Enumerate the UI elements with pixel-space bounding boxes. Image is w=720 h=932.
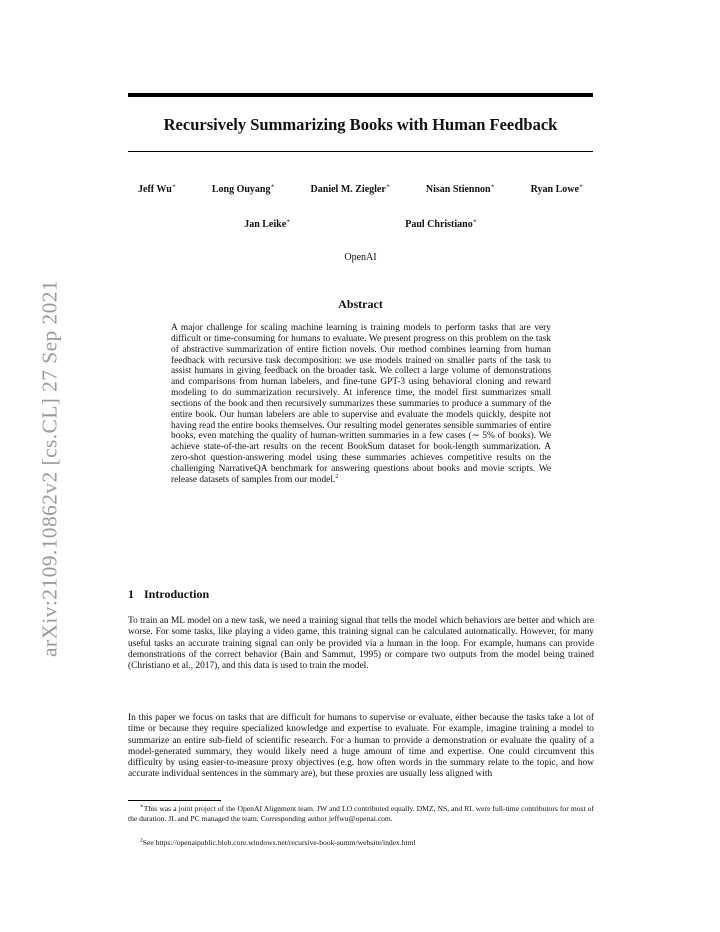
- title-bottom-rule: [128, 151, 593, 152]
- body-paragraph: To train an ML model on a new task, we need a training signal that tells the model which behaviors are better and which are worse. For some tasks, like playing a video game, this training signal can be calculated automatically. However, for many useful tasks an accurate training signal can only be provided via a human in the loop. For example, humans can provide demonstrations of the correct behavior (Bain and Sammut, 1995) or compare two outputs from the model being trained (Christiano et al., 2017), and this data is used to train the model.: [128, 616, 594, 672]
- author: Jan Leike∗: [244, 218, 291, 230]
- footnote: $^2$See https://openaipublic.blob.core.windows.net/recursive-book-summ/website/index.html: [140, 837, 416, 847]
- title-top-rule: [128, 93, 593, 97]
- abstract-text: A major challenge for scaling machine learning is training models to perform tasks that are very difficult or time-consuming for humans to evaluate. We present progress on this problem on the task of abstractive summarization of entire fiction novels. Our method combines learning from human feedback with recursive task decomposition: we use models trained on smaller parts of the task to assist humans in giving feedback on the broader task. We collect a large volume of demonstrations and comparisons from human labelers, and fine-tune GPT-3 using behavioral cloning and reward modeling to do summarization recursively. At inference time, the model first summarizes small sections of the book and then recursively summarizes these summaries to produce a summary of the entire book. Our human labelers are able to supervise and evaluate the models quickly, despite not having read the entire books themselves. Our resulting model generates sensible summaries of entire books, even matching the quality of human-written summaries in a few cases (∼ 5% of books). We achieve state-of-the-art results on the recent BookSum dataset for book-length summarization. A zero-shot question-answering model using these summaries achieves competitive results on the challenging NarrativeQA benchmark for answering questions about books and movie scripts. We release datasets of samples from our model.$^2$: [171, 323, 551, 485]
- affiliation: OpenAI: [344, 252, 377, 263]
- footnote-marker: 2: [335, 473, 339, 480]
- section-heading-introduction: 1 Introduction: [128, 587, 210, 601]
- footnote-divider: [128, 800, 221, 801]
- arxiv-identifier: arXiv:2109.10862v2 [cs.CL] 27 Sep 2021: [37, 279, 62, 658]
- author: Jeff Wu∗: [138, 183, 176, 195]
- author: Daniel M. Ziegler∗: [310, 183, 390, 195]
- footnote: ∗This was a joint project of the OpenAI Alignment team. JW and LO contributed equally. DMZ, NS, and RL were full-time contributors for most of the duration. JL and PC managed the team. Corresponding author jeffwu@openai.com.: [128, 803, 594, 823]
- body-paragraph: In this paper we focus on tasks that are difficult for humans to supervise or evaluate, either because the tasks take a lot of time or because they require specialized knowledge and expertise to evaluate. For example, imagine training a model to summarize an entire sub-field of scientific research. For a human to provide a demonstration or evaluate the quality of a model-generated summary, they would likely need a huge amount of time and expertise. One could circumvent this difficulty by using easier-to-measure proxy objectives (e.g. how often words in the summary relate to the topic, and how accurate individual sentences in the summary are), but these proxies are usually less aligned with: [128, 713, 594, 780]
- paper-title: Recursively Summarizing Books with Human Feedback: [163, 115, 558, 134]
- author: Paul Christiano∗: [405, 218, 477, 230]
- abstract-heading: Abstract: [338, 297, 383, 311]
- author: Ryan Lowe∗: [530, 183, 583, 195]
- author: Long Ouyang∗: [211, 183, 275, 195]
- author-list-row-2: [128, 219, 593, 230]
- author: Nisan Stiennon∗: [425, 183, 495, 195]
- author-list-row-1: [128, 184, 593, 195]
